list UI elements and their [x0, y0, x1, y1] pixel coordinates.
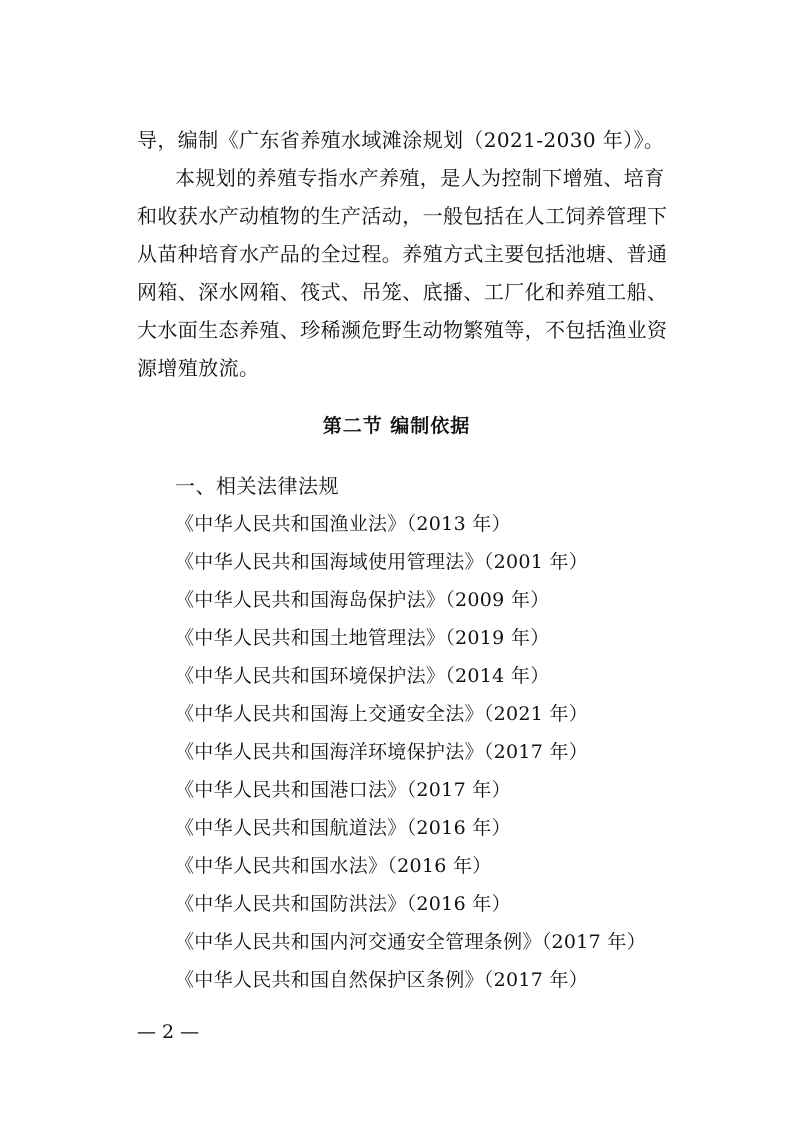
definition-line-4: 网箱、深水网箱、筏式、吊笼、底播、工厂化和养殖工船、 — [137, 280, 668, 304]
subsection-heading: 一、相关法律法规 — [175, 474, 339, 498]
definition-line-5: 大水面生态养殖、珍稀濒危野生动物繁殖等，不包括渔业资 — [137, 318, 668, 342]
law-item: 《中华人民共和国土地管理法》（2019 年） — [175, 627, 550, 649]
law-item: 《中华人民共和国海域使用管理法》（2001 年） — [175, 551, 589, 573]
definition-line-2: 和收获水产动植物的生产活动，一般包括在人工饲养管理下 — [137, 204, 668, 228]
section-title: 第二节 编制依据 — [322, 415, 471, 437]
law-item: 《中华人民共和国渔业法》（2013 年） — [175, 513, 511, 535]
page-number: — 2 — — [137, 1021, 200, 1043]
law-item: 《中华人民共和国自然保护区条例》（2017 年） — [175, 969, 589, 991]
law-item: 《中华人民共和国水法》（2016 年） — [175, 855, 492, 877]
definition-line-3: 从苗种培育水产品的全过程。养殖方式主要包括池塘、普通 — [137, 242, 668, 266]
law-item: 《中华人民共和国海洋环境保护法》（2017 年） — [175, 741, 589, 763]
definition-line-1: 本规划的养殖专指水产养殖，是人为控制下增殖、培育 — [175, 166, 665, 190]
law-item: 《中华人民共和国海岛保护法》（2009 年） — [175, 589, 550, 611]
law-item: 《中华人民共和国环境保护法》（2014 年） — [175, 665, 550, 687]
law-item: 《中华人民共和国内河交通安全管理条例》（2017 年） — [175, 931, 646, 953]
law-item: 《中华人民共和国港口法》（2017 年） — [175, 779, 511, 801]
law-item: 《中华人民共和国防洪法》（2016 年） — [175, 893, 511, 915]
intro-line: 导，编制《广东省养殖水域滩涂规划（2021-2030 年）》。 — [137, 128, 665, 152]
law-item: 《中华人民共和国海上交通安全法》（2021 年） — [175, 703, 589, 725]
definition-line-6: 源增殖放流。 — [137, 356, 260, 380]
law-item: 《中华人民共和国航道法》（2016 年） — [175, 817, 511, 839]
